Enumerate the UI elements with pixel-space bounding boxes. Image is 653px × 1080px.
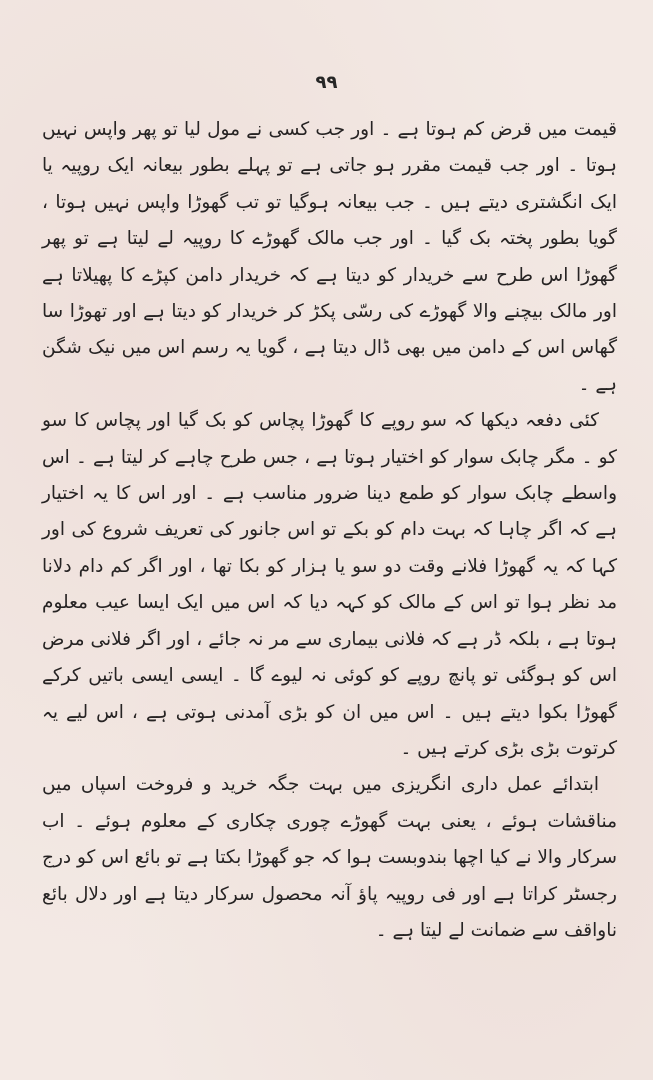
body-text — [42, 112, 617, 949]
paragraph-3: ابتدائے عمل داری انگریزی میں بہت جگہ خرید و فروخت اسپاں میں مناقشات ہوئے ، یعنی بہت گھوڑے چوری چکاری کے معلوم ہوئے ۔ اب سرکار والا نے کیا اچھا بندوبست ہوا کہ جو گھوڑا بکتا ہے تو بائع اس کو درج رجسٹر کراتا ہے اور فی روپیہ پاؤ آنہ محصول سرکار دیتا ہے اور دلال بائع ناواقف سے ضمانت لے لیتا ہے ۔ — [42, 774, 617, 941]
paragraph-2: کئی دفعہ دیکھا کہ سو روپے کا گھوڑا پچاس کو بک گیا اور پچاس کا سو کو ۔ مگر چابک سوار کو اختیار ہوتا ہے ، جس طرح چاہے کر لیتا ہے ۔ اس واسطے چابک سوار کو طمع دینا ضرور مناسب ہے ۔ اور اس کا یہ اختیار ہے کہ اگر چاہا کہ بہت دام کو بکے تو اس جانور کی تعریف شروع کی اور کہا کہ یہ گھوڑا فلانے وقت دو سو یا ہزار کو بکا تھا ، اور اگر کم دام دلانا مد نظر ہوا تو اس کے مالک کو کہہ دیا کہ اس میں ایک ایسا عیب معلوم ہوتا ہے ، بلکہ ڈر ہے کہ فلانی بیماری سے مر نہ جائے ، اور اگر فلانی مرض اس کو ہوگئی تو پانچ روپے کو کوئی نہ لیوے گا ۔ ایسی ایسی باتیں کرکے گھوڑا بکوا دیتے ہیں ۔ اس میں ان کو بڑی آمدنی ہوتی ہے ، اس لیے یہ کرتوت بڑی بڑی کرتے ہیں ۔ — [42, 410, 617, 759]
page-number: ۹۹ — [315, 72, 338, 93]
paragraph-1: قیمت میں قرض کم ہوتا ہے ۔ اور جب کسی نے مول لیا تو پھر واپس نہیں ہوتا ۔ اور جب قیمت مقرر ہو جاتی ہے تو پہلے بطور بیعانہ ایک روپیہ یا ایک انگشتری دیتے ہیں ۔ جب بیعانہ ہوگیا تو تب گھوڑا واپس نہیں ہوتا ، گویا بطور پختہ بک گیا ۔ اور جب مالک گھوڑے کا روپیہ لے لیتا ہے تو پھر گھوڑا اس طرح سے خریدار کو دیتا ہے کہ خریدار دامن کپڑے کا پھیلاتا ہے اور مالک بیچنے والا گھوڑے کی رسّی پکڑ کر خریدار کو دیتا ہے اور تھوڑا سا گھاس اس کے دامن میں بھی ڈال دیتا ہے ، گویا یہ رسم اس میں نیک شگن ہے ۔ — [42, 119, 617, 395]
